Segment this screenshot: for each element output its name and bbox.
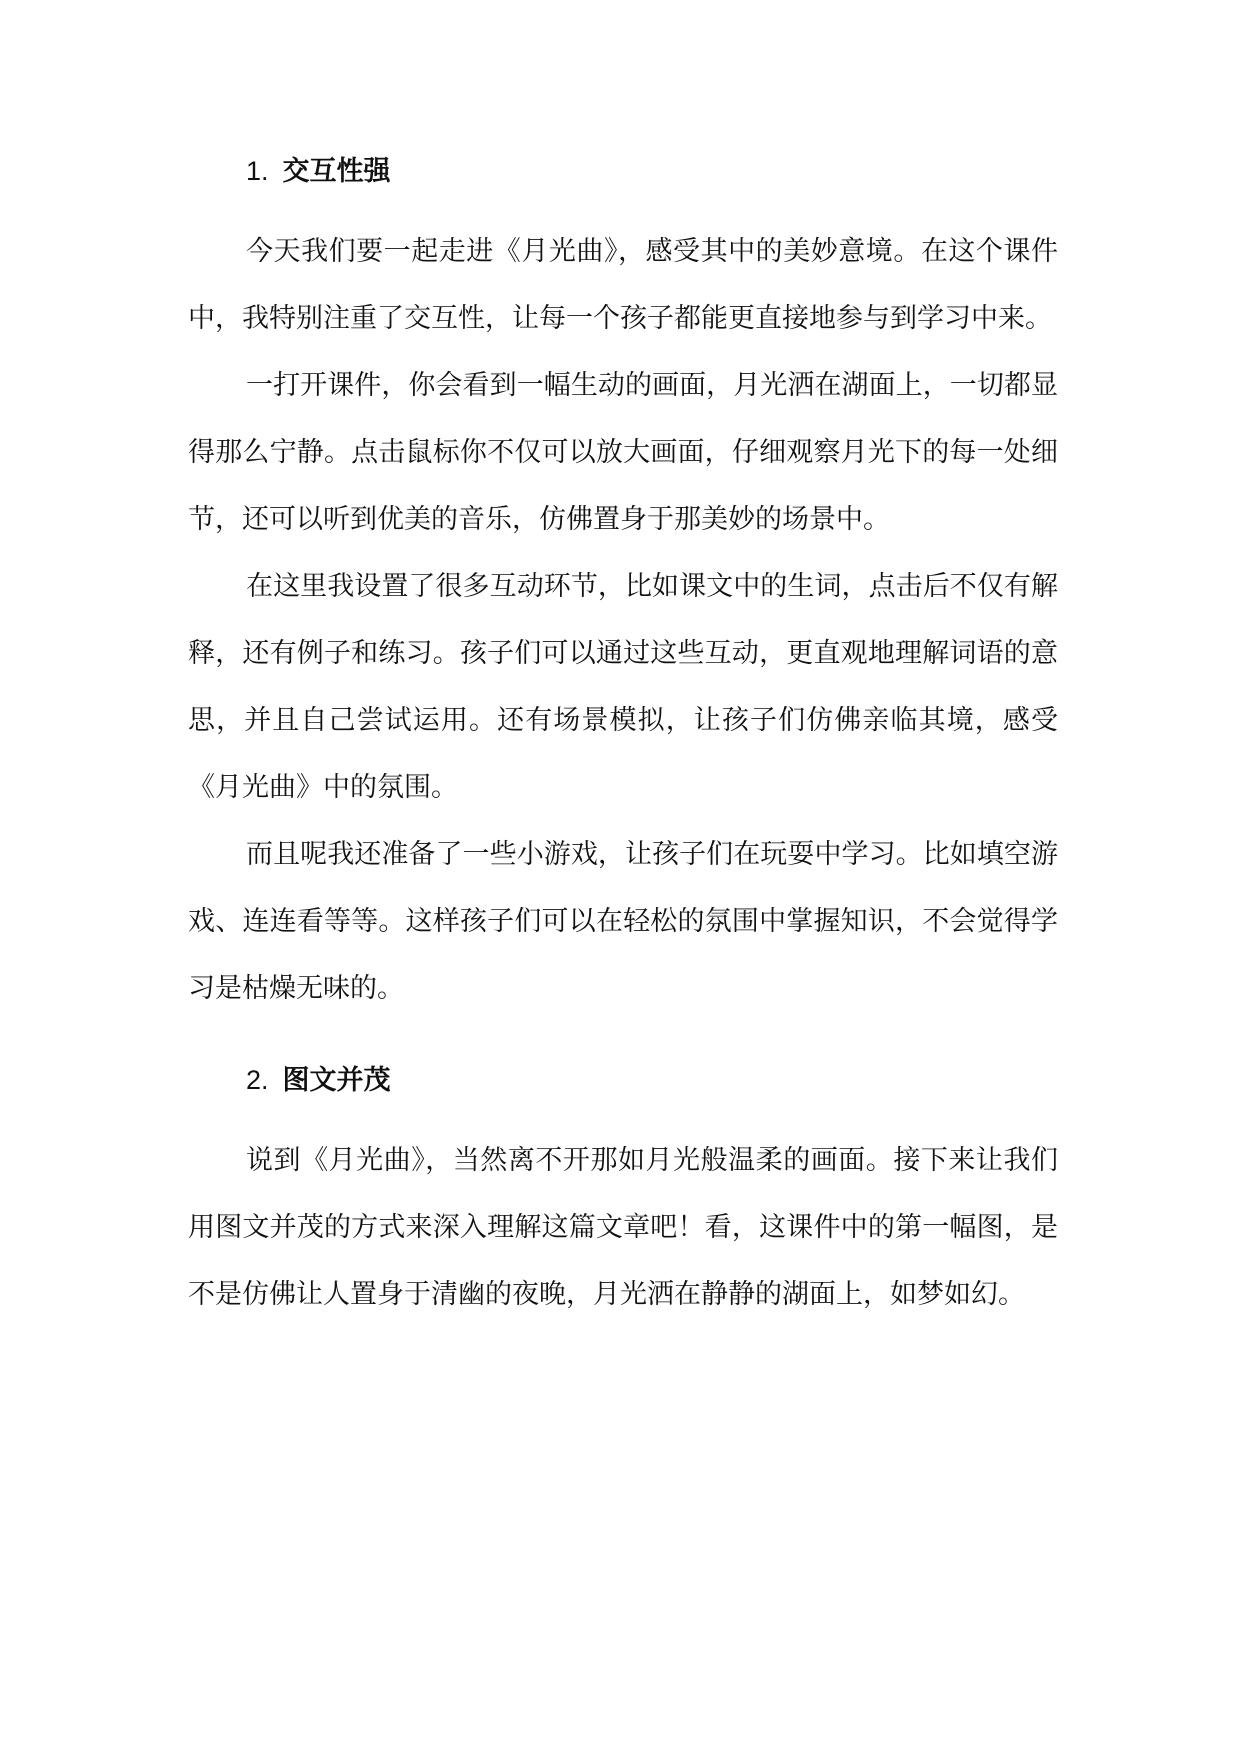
section-number: 1.	[246, 156, 269, 186]
section-spacer	[188, 1022, 1058, 1054]
section-title: 图文并茂	[282, 1065, 391, 1096]
paragraph: 一打开课件，你会看到一幅生动的画面，月光洒在湖面上，一切都显得那么宁静。点击鼠标你不仅可以放大画面，仔细观察月光下的每一处细节，还可以听到优美的音乐，仿佛置身于那美妙的场景中。	[188, 370, 1058, 535]
section-title: 交互性强	[282, 156, 391, 187]
paragraph: 而且呢我还准备了一些小游戏，让孩子们在玩耍中学习。比如填空游戏、连连看等等。这样孩子们可以在轻松的氛围中掌握知识，不会觉得学习是枯燥无味的。	[188, 839, 1058, 1004]
paragraph: 在这里我设置了很多互动环节，比如课文中的生词，点击后不仅有解释，还有例子和练习。孩子们可以通过这些互动，更直观地理解词语的意思，并且自己尝试运用。还有场景模拟，让孩子们仿佛亲临其境，感受《月光曲》中的氛围。	[188, 571, 1058, 803]
section-heading-2	[246, 1054, 1058, 1107]
section-number: 2.	[246, 1065, 269, 1095]
section-heading-1	[246, 145, 1058, 198]
paragraph: 今天我们要一起走进《月光曲》，感受其中的美妙意境。在这个课件中，我特别注重了交互性，让每一个孩子都能更直接地参与到学习中来。	[188, 236, 1058, 334]
document-body	[188, 145, 1058, 1328]
paragraph: 说到《月光曲》，当然离不开那如月光般温柔的画面。接下来让我们用图文并茂的方式来深入理解这篇文章吧！看，这课件中的第一幅图，是不是仿佛让人置身于清幽的夜晚，月光洒在静静的湖面上，如梦如幻。	[188, 1145, 1058, 1310]
